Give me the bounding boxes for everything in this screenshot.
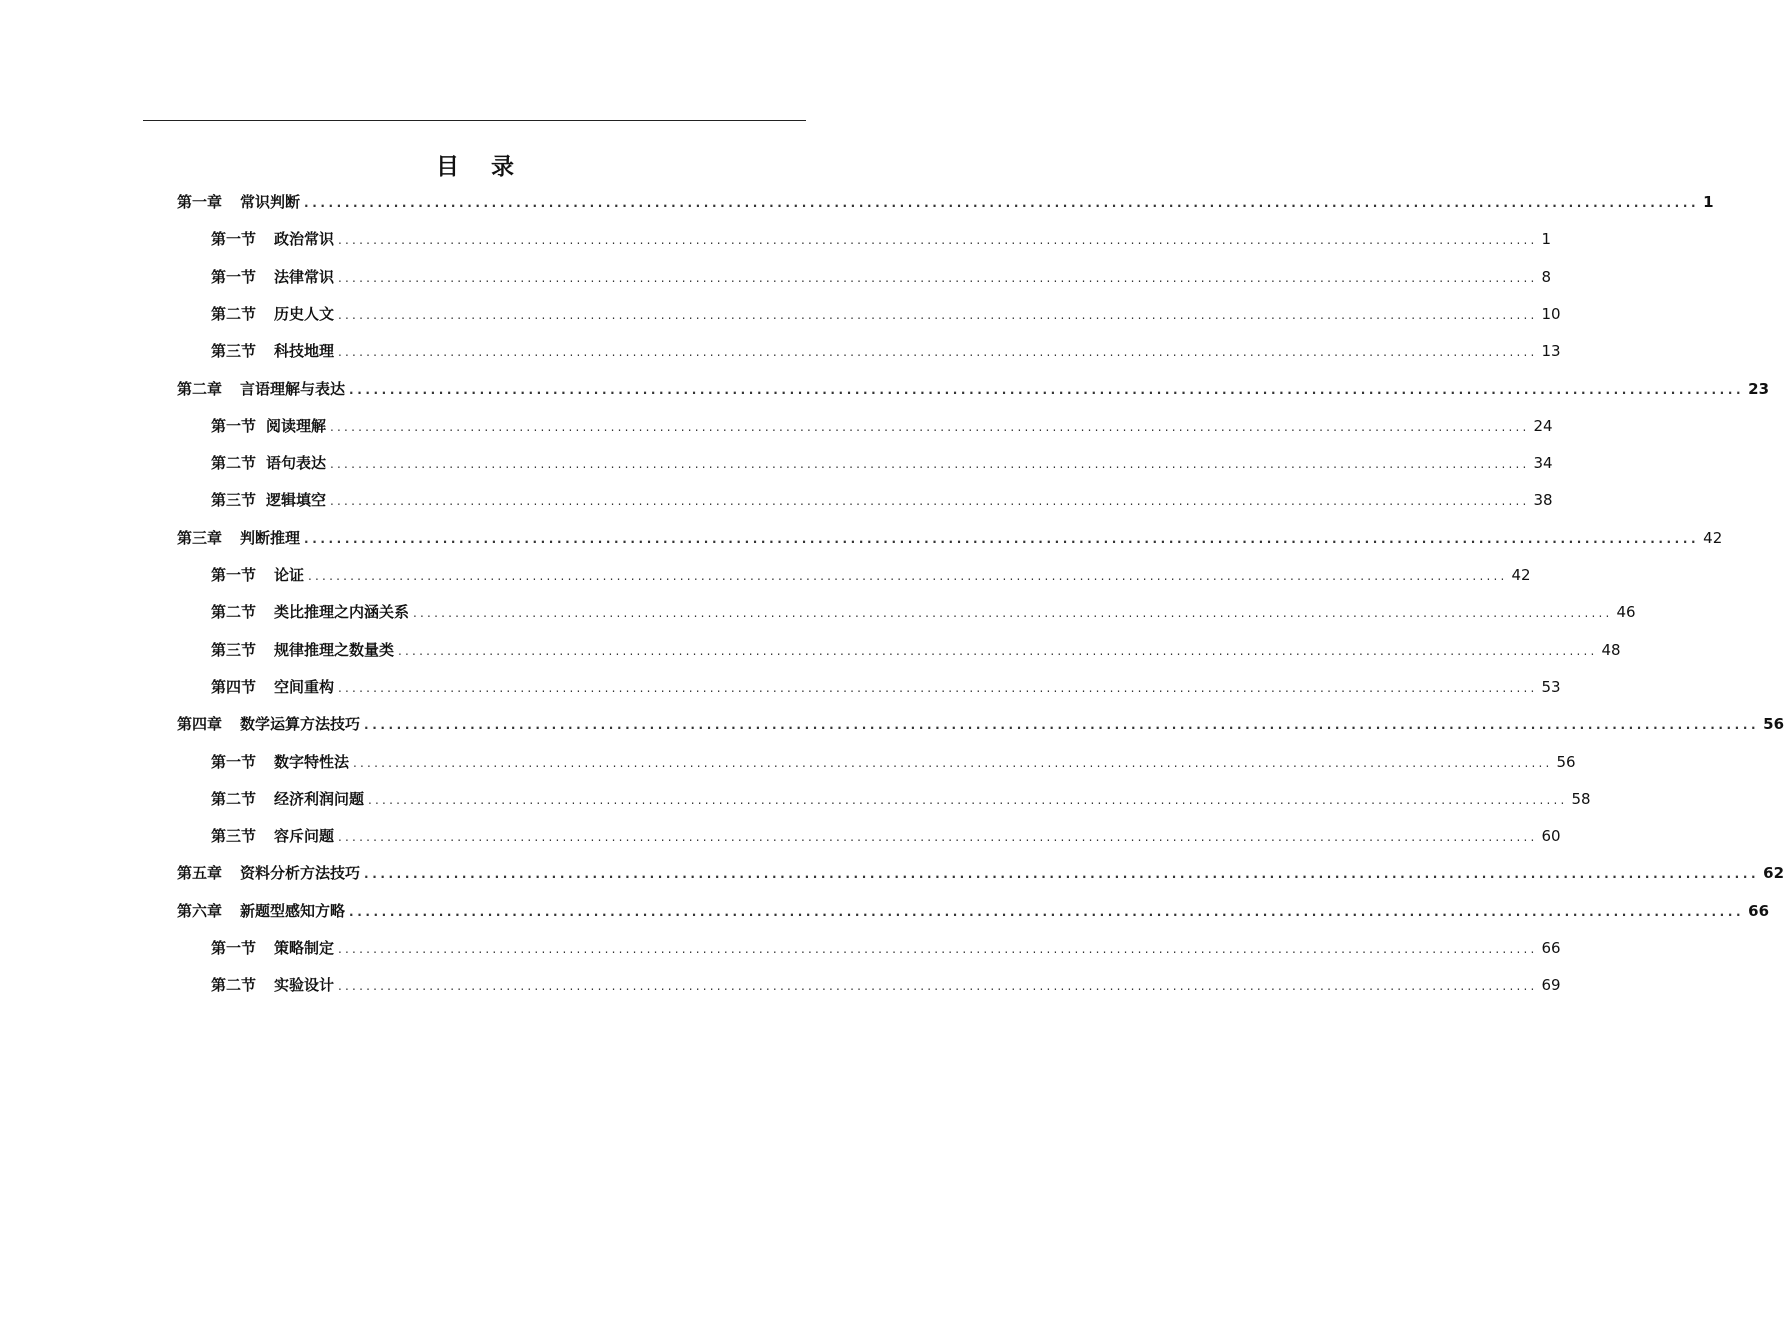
toc-section-entry[interactable]: [211, 974, 1561, 1011]
toc-entry-gap: [256, 564, 274, 585]
toc-entry-title: 经济利润问题: [274, 789, 365, 808]
toc-page-number: 10: [1541, 304, 1561, 323]
toc-section-entry[interactable]: [211, 751, 1576, 788]
toc-page-number: 42: [1511, 566, 1531, 584]
toc-entry-number: 第三节: [211, 491, 257, 510]
toc-page-number: 48: [1601, 640, 1621, 659]
toc-dot-leader: ...........................................................................................................................................................................: [308, 569, 1508, 583]
toc-page-number: 42: [1703, 528, 1723, 547]
toc-section-entry[interactable]: [211, 228, 1552, 265]
toc-entry-gap: [222, 527, 240, 548]
toc-page-number: 66: [1748, 901, 1770, 920]
toc-section-entry[interactable]: [211, 601, 1636, 638]
toc-entry-label: [211, 601, 409, 622]
toc-entry-title: 空间重构: [274, 677, 335, 696]
toc-entry-number: 第三节: [211, 640, 257, 659]
toc-section-entry[interactable]: [211, 266, 1552, 303]
toc-page-number: 1: [1703, 193, 1714, 211]
toc-entry-label: [211, 937, 334, 958]
toc-entry-number: 第二节: [211, 304, 257, 323]
toc-entry-title: 判断推理: [240, 528, 301, 547]
toc-page-number: 46: [1616, 603, 1636, 622]
toc-entry-label: [177, 378, 345, 399]
toc-entry-label: [211, 564, 304, 585]
toc-entry-number: 第二节: [211, 603, 257, 622]
toc-page-number: 24: [1533, 416, 1553, 435]
toc-entry-number: 第一节: [211, 416, 257, 435]
toc-entry-number: 第三节: [211, 827, 257, 846]
toc-page-number: 66: [1541, 939, 1561, 957]
toc-dot-leader: ...........................................................................................................................................................................: [338, 830, 1538, 845]
toc-entry-label: [211, 228, 334, 249]
toc-entry-gap: [256, 415, 266, 436]
toc-entry-number: 第四节: [211, 677, 257, 696]
toc-entry-title: 政治常识: [274, 230, 335, 249]
toc-entry-number: 第一节: [211, 267, 257, 286]
toc-entry-gap: [256, 974, 274, 995]
toc-entry-number: 第一节: [211, 566, 257, 584]
toc-section-entry[interactable]: [211, 825, 1561, 862]
header-rule: [143, 120, 806, 121]
toc-entry-gap: [256, 266, 274, 287]
toc-section-entry[interactable]: [211, 676, 1561, 713]
toc-entry-number: 第二节: [211, 789, 257, 808]
toc-entry-number: 第二节: [211, 976, 257, 995]
toc-page-number: 34: [1533, 454, 1553, 473]
toc-entry-label: [211, 788, 364, 809]
toc-entry-gap: [222, 900, 240, 921]
toc-dot-leader: ...........................................................................................................................................................................: [368, 792, 1568, 807]
toc-chapter-entry[interactable]: [177, 862, 1784, 899]
toc-dot-leader: ...........................................................................................................................................................................: [338, 979, 1538, 994]
toc-dot-leader: ...........................................................................................................................................................................: [304, 196, 1700, 210]
toc-dot-leader: ...........................................................................................................................................................................: [338, 345, 1538, 360]
toc-entry-label: [211, 303, 334, 324]
toc-entry-gap: [256, 788, 274, 809]
toc-entry-gap: [222, 713, 240, 734]
toc-entry-title: 历史人文: [274, 304, 335, 323]
toc-dot-leader: ...........................................................................................................................................................................: [338, 270, 1538, 285]
toc-dot-leader: ...........................................................................................................................................................................: [349, 904, 1745, 919]
toc-entry-title: 规律推理之数量类: [274, 640, 395, 659]
toc-entry-label: [211, 489, 326, 510]
toc-entry-gap: [256, 228, 274, 249]
toc-entry-title: 科技地理: [274, 342, 335, 361]
toc-entry-gap: [256, 639, 274, 660]
toc-entry-number: 第一节: [211, 230, 257, 249]
toc-entry-label: [211, 751, 349, 772]
toc-chapter-entry[interactable]: [177, 378, 1770, 415]
toc-entry-title: 逻辑填空: [266, 491, 327, 510]
toc-entry-number: 第一节: [211, 939, 257, 957]
toc-chapter-entry[interactable]: [177, 527, 1723, 564]
toc-dot-leader: ...........................................................................................................................................................................: [364, 718, 1760, 733]
toc-page-number: 56: [1763, 715, 1784, 734]
toc-chapter-entry[interactable]: [177, 900, 1770, 937]
toc-entry-gap: [256, 751, 274, 772]
toc-entry-gap: [256, 340, 274, 361]
toc-entry-gap: [256, 937, 274, 958]
toc-entry-number: 第一节: [211, 752, 257, 771]
toc-section-entry[interactable]: [211, 564, 1531, 601]
toc-entry-title: 言语理解与表达: [240, 379, 346, 398]
toc-page-number: 23: [1748, 379, 1770, 398]
toc-page-number: 60: [1541, 827, 1561, 846]
toc-section-entry[interactable]: [211, 639, 1621, 676]
toc-entry-title: 实验设计: [274, 976, 335, 995]
toc-page-number: 53: [1541, 677, 1561, 696]
toc-entry-gap: [222, 862, 240, 883]
toc-entry-number: 第六章: [177, 901, 223, 920]
toc-dot-leader: ...........................................................................................................................................................................: [338, 233, 1538, 248]
toc-section-entry[interactable]: [211, 452, 1553, 489]
toc-entry-title: 论证: [274, 566, 305, 584]
toc-dot-leader: ...........................................................................................................................................................................: [338, 307, 1538, 322]
toc-entry-title: 策略制定: [274, 939, 335, 957]
toc-dot-leader: ...........................................................................................................................................................................: [330, 419, 1530, 434]
toc-page-number: 13: [1541, 342, 1561, 361]
toc-section-entry[interactable]: [211, 788, 1591, 825]
toc-entry-gap: [256, 676, 274, 697]
page-title: 目 录: [435, 154, 526, 180]
toc-dot-leader: ...........................................................................................................................................................................: [304, 531, 1700, 546]
toc-entry-number: 第二节: [211, 454, 257, 473]
toc-page-number: 62: [1763, 864, 1784, 883]
toc-entry-number: 第五章: [177, 864, 223, 883]
toc-entry-number: 第四章: [177, 715, 223, 734]
toc-dot-leader: ...........................................................................................................................................................................: [338, 942, 1538, 956]
toc-entry-title: 资料分析方法技巧: [240, 864, 361, 883]
toc-section-entry[interactable]: [211, 415, 1553, 452]
toc-entry-gap: [256, 452, 266, 473]
toc-entry-gap: [222, 191, 240, 212]
toc-entry-gap: [256, 303, 274, 324]
toc-page-number: 69: [1541, 976, 1561, 995]
toc-entry-number: 第二章: [177, 379, 223, 398]
toc-page-number: 38: [1533, 491, 1553, 510]
toc-entry-label: [211, 639, 394, 660]
toc-entry-title: 类比推理之内涵关系: [274, 603, 410, 622]
toc-entry-label: [177, 191, 300, 212]
toc-entry-gap: [222, 378, 240, 399]
toc-entry-title: 阅读理解: [266, 416, 327, 435]
toc-entry-label: [211, 825, 334, 846]
toc-section-entry[interactable]: [211, 303, 1561, 340]
toc-dot-leader: ...........................................................................................................................................................................: [349, 382, 1745, 397]
toc-section-entry[interactable]: [211, 489, 1553, 526]
toc-page-number: 1: [1541, 230, 1552, 249]
toc-page-number: 58: [1571, 789, 1591, 808]
toc-entry-label: [211, 340, 334, 361]
toc-entry-label: [177, 527, 300, 548]
toc-entry-label: [177, 900, 345, 921]
toc-entry-label: [211, 676, 334, 697]
toc-entry-title: 新题型感知方略: [240, 901, 346, 920]
toc-entry-label: [211, 974, 334, 995]
toc-dot-leader: ...........................................................................................................................................................................: [364, 867, 1760, 882]
toc-entry-gap: [256, 825, 274, 846]
toc-dot-leader: ...........................................................................................................................................................................: [338, 680, 1538, 695]
toc-page-number: 8: [1541, 267, 1552, 286]
toc-entry-gap: [256, 601, 274, 622]
toc-chapter-entry[interactable]: [177, 191, 1714, 228]
toc-dot-leader: ...........................................................................................................................................................................: [413, 606, 1613, 621]
toc-page-number: 56: [1556, 752, 1576, 771]
toc-entry-label: [177, 862, 360, 883]
toc-entry-number: 第一章: [177, 193, 223, 211]
toc-dot-leader: ...........................................................................................................................................................................: [330, 494, 1530, 509]
toc-section-entry[interactable]: [211, 340, 1561, 377]
toc-entry-label: [211, 415, 326, 436]
toc-entry-title: 数学运算方法技巧: [240, 715, 361, 734]
toc-entry-label: [177, 713, 360, 734]
toc-entry-title: 常识判断: [240, 193, 301, 211]
toc-chapter-entry[interactable]: [177, 713, 1784, 750]
toc-entry-title: 法律常识: [274, 267, 335, 286]
toc-entry-title: 容斥问题: [274, 827, 335, 846]
toc-entry-gap: [256, 489, 266, 510]
toc-entry-number: 第三节: [211, 342, 257, 361]
toc-dot-leader: ...........................................................................................................................................................................: [398, 643, 1598, 658]
toc-entry-title: 数字特性法: [274, 752, 350, 771]
toc-section-entry[interactable]: [211, 937, 1561, 974]
toc-entry-label: [211, 452, 326, 473]
toc-dot-leader: ...........................................................................................................................................................................: [330, 457, 1530, 472]
toc-entry-title: 语句表达: [266, 454, 327, 473]
toc-dot-leader: ...........................................................................................................................................................................: [353, 755, 1553, 770]
toc-entry-label: [211, 266, 334, 287]
toc-entry-number: 第三章: [177, 528, 223, 547]
